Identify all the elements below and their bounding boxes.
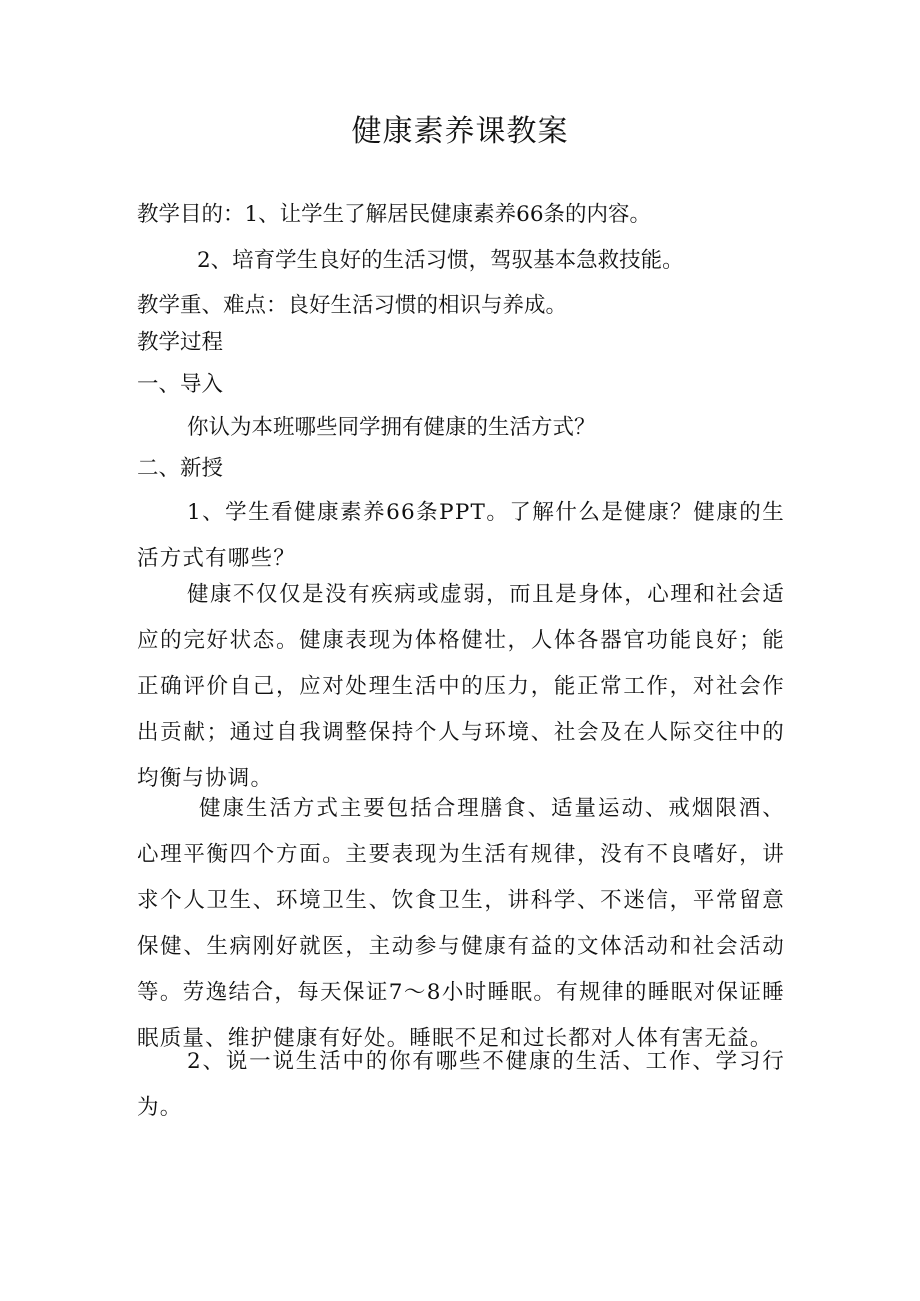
- lesson-item-2: 2、说一说生活中的你有哪些不健康的生活、工作、学习行为。: [137, 1049, 785, 1120]
- document-title: 健康素养课教案: [351, 114, 569, 149]
- lesson-item-1: 1、学生看健康素养66条PPT。了解什么是健康？健康的生活方式有哪些？: [137, 500, 785, 571]
- healthy-lifestyle-paragraph: 健康生活方式主要包括合理膳食、适量运动、戒烟限酒、心理平衡四个方面。主要表现为生活有规律，没有不良嗜好，讲求个人卫生、环境卫生、饮食卫生，讲科学、不迷信，平常留意保健、生病刚好就医，主动参与健康有益的文体活动和社会活动等。劳逸结合，每天保证7～8小时睡眠。有规律的睡眠对保证睡眠质量、维护健康有好处。睡眠不足和过长都对人体有害无益。: [137, 796, 785, 1051]
- teaching-objective-1: 教学目的：1、让学生了解居民健康素养66条的内容。: [137, 202, 652, 227]
- section-intro-heading: 一、导入: [137, 372, 224, 397]
- intro-question: 你认为本班哪些同学拥有健康的生活方式？: [187, 415, 596, 440]
- key-difficult-points: 教学重、难点：良好生活习惯的相识与养成。: [137, 293, 568, 318]
- health-definition-paragraph: 健康不仅仅是没有疾病或虚弱，而且是身体，心理和社会适应的完好状态。健康表现为体格健壮，人体各器官功能良好；能正确评价自己，应对处理生活中的压力，能正常工作，对社会作出贡献；通过自我调整保持个人与环境、社会及在人际交往中的均衡与协调。: [137, 582, 785, 791]
- section-new-lesson-heading: 二、新授: [137, 456, 224, 481]
- teaching-objective-2: 2、培育学生良好的生活习惯，驾驭基本急救技能。: [197, 248, 684, 273]
- teaching-process-heading: 教学过程: [137, 330, 224, 355]
